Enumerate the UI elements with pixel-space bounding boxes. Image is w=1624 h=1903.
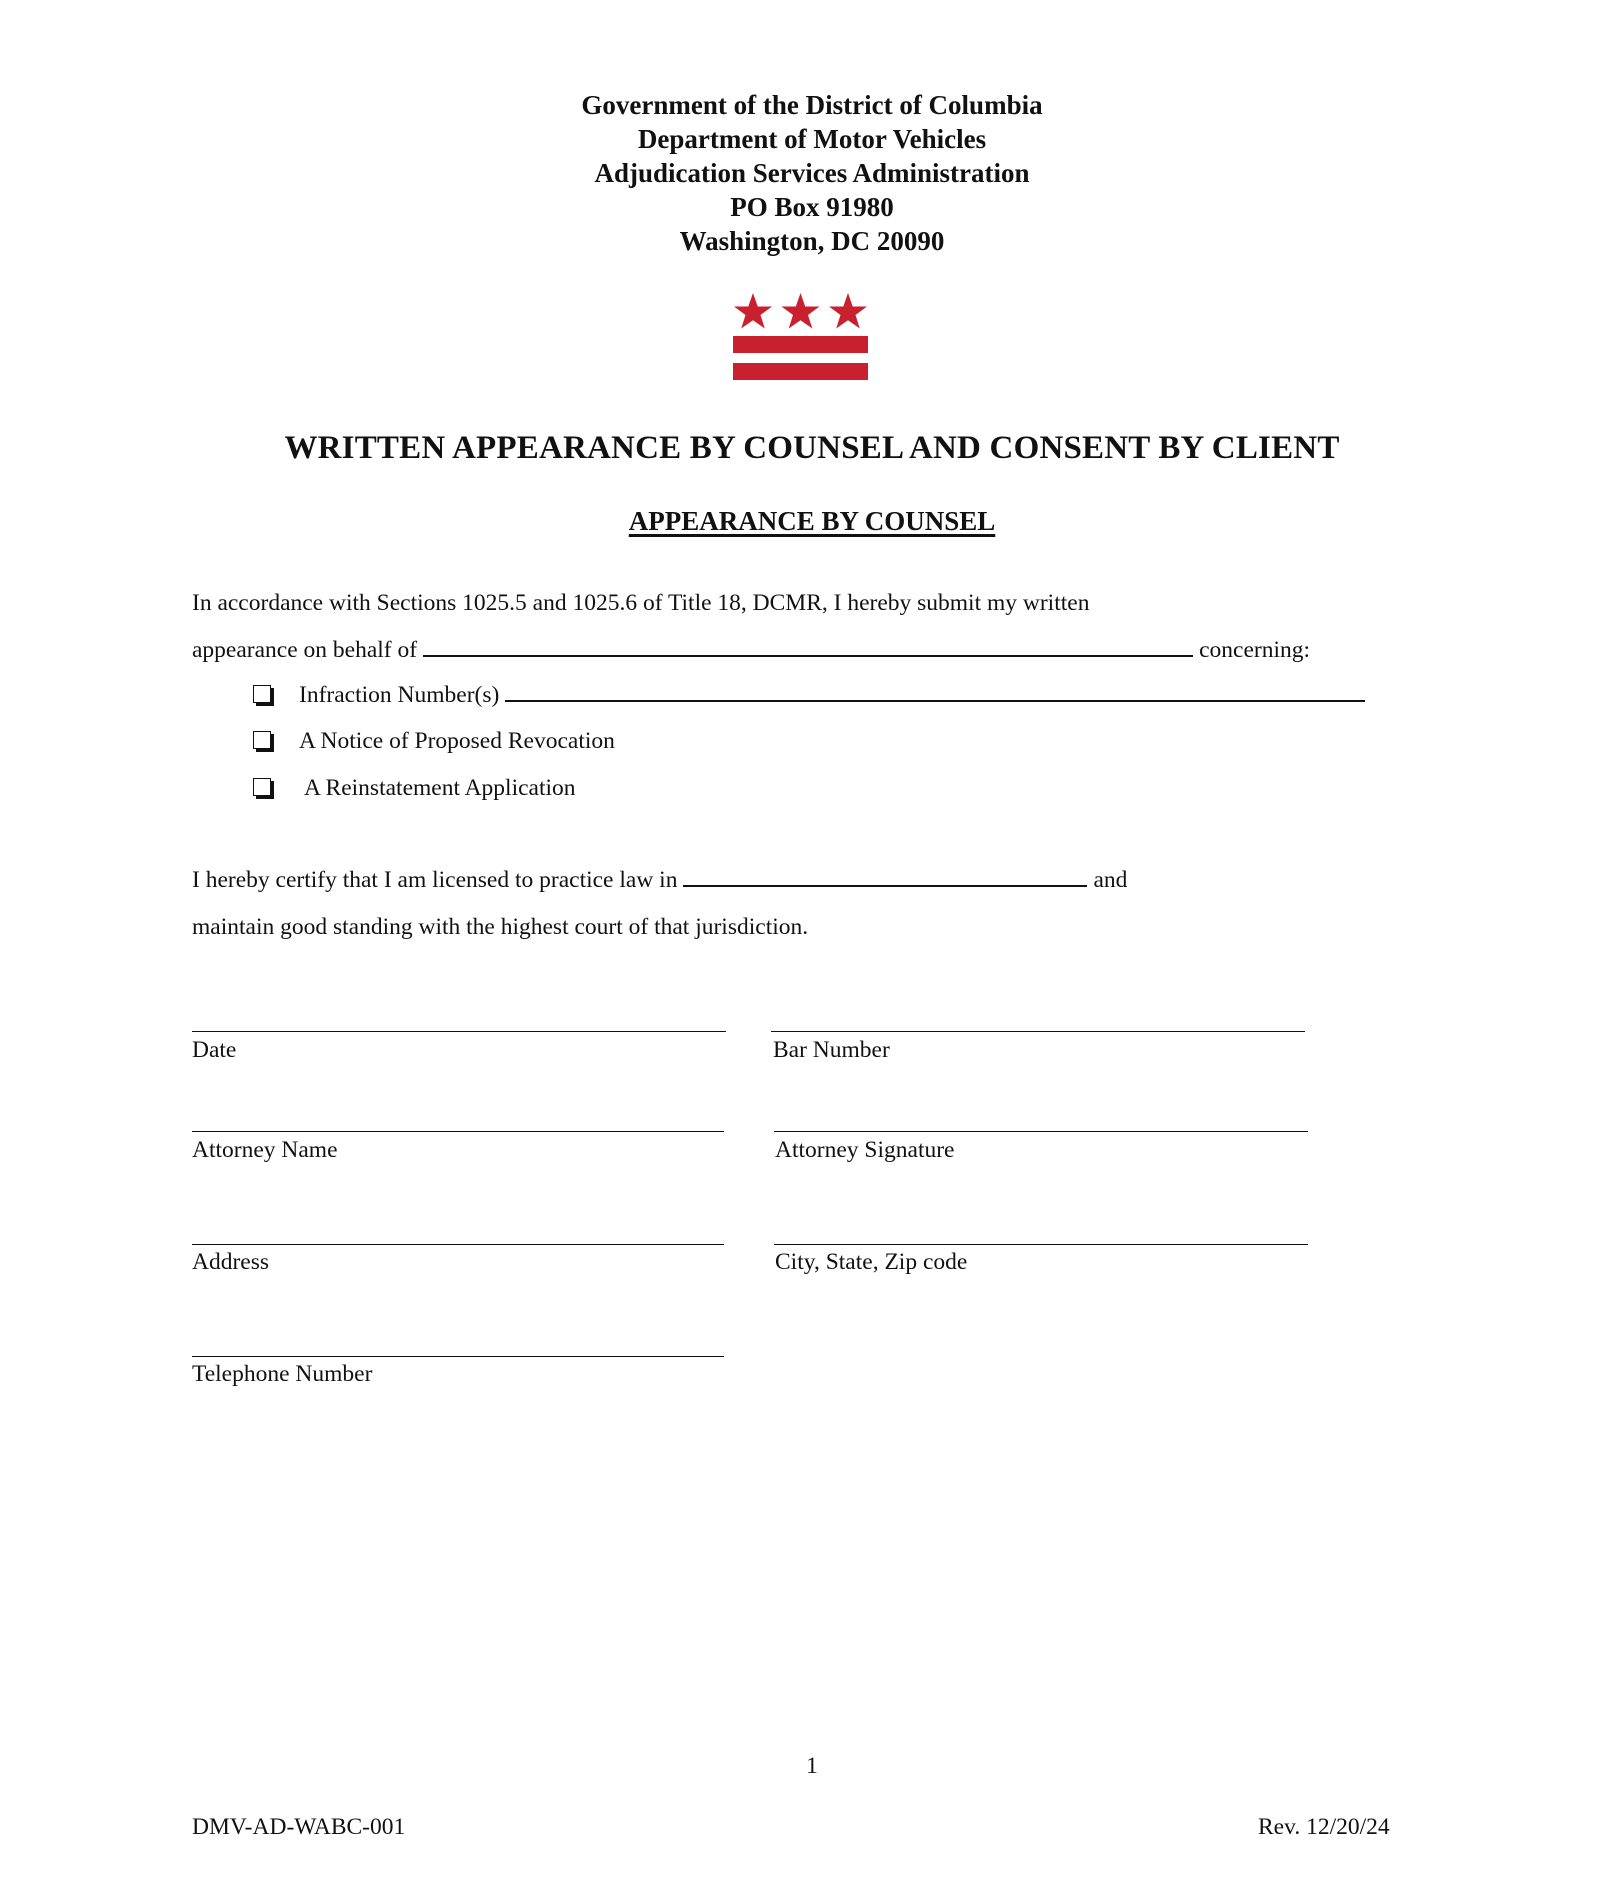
telephone-label: Telephone Number bbox=[192, 1361, 373, 1387]
section-title: APPEARANCE BY COUNSEL bbox=[628, 506, 996, 536]
agency-name: Government of the District of Columbia bbox=[581, 90, 1043, 120]
page-number: 1 bbox=[806, 1753, 818, 1779]
city-state-zip: Washington, DC 20090 bbox=[679, 226, 945, 256]
certify-suffix: and bbox=[1093, 867, 1128, 893]
telephone-field[interactable] bbox=[192, 1356, 724, 1357]
intro-suffix: concerning: bbox=[1199, 637, 1311, 663]
bar-number-label: Bar Number bbox=[773, 1037, 890, 1063]
option-infraction bbox=[299, 680, 1371, 710]
certify-prefix: I hereby certify that I am licensed to practice law in bbox=[192, 867, 678, 893]
city-state-zip-field[interactable] bbox=[774, 1244, 1308, 1245]
dc-flag-icon bbox=[733, 293, 868, 381]
infraction-number-field[interactable] bbox=[505, 682, 1365, 702]
attorney-signature-label: Attorney Signature bbox=[775, 1137, 955, 1163]
address-field[interactable] bbox=[192, 1244, 724, 1245]
revision-date: Rev. 12/20/24 bbox=[1258, 1814, 1390, 1840]
intro-prefix: appearance on behalf of bbox=[192, 637, 418, 663]
option-reinstatement: A Reinstatement Application bbox=[304, 775, 576, 801]
attorney-name-label: Attorney Name bbox=[192, 1137, 338, 1163]
revocation-checkbox[interactable] bbox=[253, 731, 271, 749]
jurisdiction-field[interactable] bbox=[683, 867, 1087, 887]
address-label: Address bbox=[192, 1249, 270, 1275]
option-revocation: A Notice of Proposed Revocation bbox=[299, 728, 615, 754]
date-field[interactable] bbox=[192, 1031, 726, 1032]
form-title: WRITTEN APPEARANCE BY COUNSEL AND CONSENT BY CLIENT bbox=[284, 430, 1340, 466]
department-name: Department of Motor Vehicles bbox=[637, 124, 987, 154]
city-state-zip-label: City, State, Zip code bbox=[775, 1249, 968, 1275]
certify-line-2: maintain good standing with the highest court of that jurisdiction. bbox=[192, 914, 809, 940]
form-id: DMV-AD-WABC-001 bbox=[192, 1814, 406, 1840]
client-name-field[interactable] bbox=[423, 637, 1193, 657]
infraction-label: Infraction Number(s) bbox=[299, 682, 500, 708]
certify-line-1 bbox=[192, 865, 1127, 895]
date-label: Date bbox=[192, 1037, 237, 1063]
po-box: PO Box 91980 bbox=[730, 192, 894, 222]
attorney-signature-field[interactable] bbox=[774, 1131, 1308, 1132]
intro-line-2 bbox=[192, 635, 1310, 665]
administration-name: Adjudication Services Administration bbox=[594, 158, 1030, 188]
attorney-name-field[interactable] bbox=[192, 1131, 724, 1132]
infraction-checkbox[interactable] bbox=[253, 685, 271, 703]
bar-number-field[interactable] bbox=[771, 1031, 1305, 1032]
reinstatement-checkbox[interactable] bbox=[253, 778, 271, 796]
intro-line-1: In accordance with Sections 1025.5 and 1025.6 of Title 18, DCMR, I hereby submit my written bbox=[192, 590, 1090, 616]
